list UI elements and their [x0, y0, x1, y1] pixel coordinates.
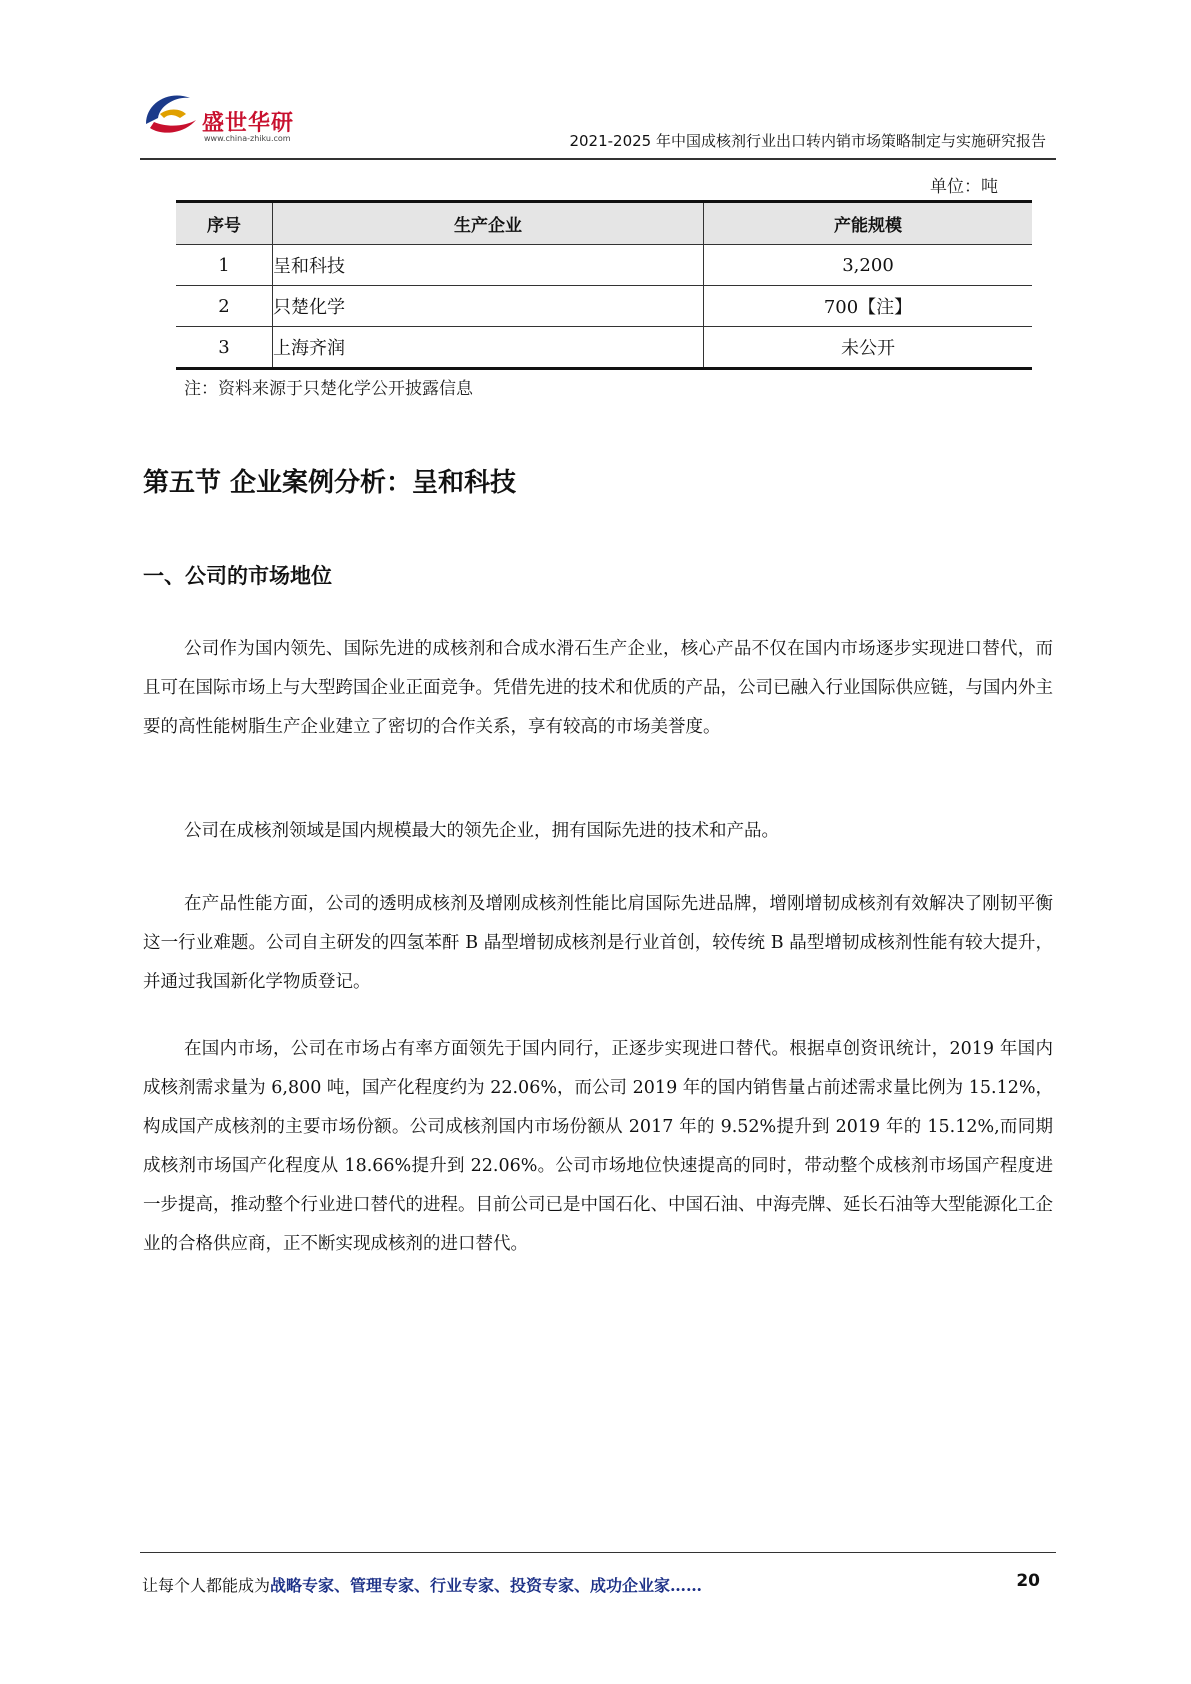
row-capacity: 3,200 — [704, 245, 1033, 286]
slogan-emphasis: 战略专家、管理专家、行业专家、投资专家、成功企业家…… — [270, 1576, 703, 1595]
report-title: 2021-2025 年中国成核剂行业出口转内销市场策略制定与实施研究报告 — [569, 132, 1046, 150]
row-capacity: 700【注】 — [704, 286, 1033, 327]
table-unit: 单位：吨 — [930, 177, 998, 197]
table-header-row — [176, 202, 1032, 245]
body-paragraph-4: 在国内市场，公司在市场占有率方面领先于国内同行，正逐步实现进口替代。根据卓创资讯统计，2019 年国内成核剂需求量为 6,800 吨，国产化程度约为 22.06%，而公司 2019 年的国内销售量占前述需求量比例为 15.12%，构成国产成核剂的主要市场份额。公司成核剂国内市场份额从 2017 年的 9.52%提升到 2019 年的 15.12%,而同期成核剂市场国产化程度从 18.66%提升到 22.06%。公司市场地位快速提高的同时，带动整个成核剂市场国产程度进一步提高，推动整个行业进口替代的进程。目前公司已是中国石化、中国石油、中海壳牌、延长石油等大型能源化工企业的合格供应商，正不断实现成核剂的进口替代。 — [143, 1039, 1053, 1254]
header-index: 序号 — [176, 202, 273, 245]
row-index: 2 — [176, 286, 273, 327]
subsection-title: 一、公司的市场地位 — [143, 564, 332, 588]
row-company: 只楚化学 — [273, 286, 704, 327]
capacity-table — [176, 200, 1032, 370]
logo-name: 盛世华研 — [202, 111, 295, 136]
footer-slogan — [142, 1573, 702, 1596]
row-company: 上海齐润 — [273, 327, 704, 369]
slogan-prefix: 让每个人都能成为 — [142, 1576, 271, 1595]
page-header — [140, 82, 1056, 160]
header-company: 生产企业 — [273, 202, 704, 245]
header-capacity: 产能规模 — [704, 202, 1033, 245]
table-row — [176, 327, 1032, 369]
body-paragraph-1: 公司作为国内领先、国际先进的成核剂和合成水滑石生产企业，核心产品不仅在国内市场逐步实现进口替代，而且可在国际市场上与大型跨国企业正面竞争。凭借先进的技术和优质的产品，公司已融入行业国际供应链，与国内外主要的高性能树脂生产企业建立了密切的合作关系，享有较高的市场美誉度。 — [143, 639, 1053, 737]
page-number: 20 — [1016, 1571, 1040, 1591]
logo-url: www.china-zhiku.com — [204, 134, 291, 143]
logo-emblem-icon — [140, 84, 202, 142]
row-company: 呈和科技 — [273, 245, 704, 286]
row-index: 3 — [176, 327, 273, 369]
section-title: 第五节 企业案例分析：呈和科技 — [143, 468, 517, 498]
company-logo — [140, 82, 310, 142]
body-paragraph-3: 在产品性能方面，公司的透明成核剂及增刚成核剂性能比肩国际先进品牌，增刚增韧成核剂有效解决了刚韧平衡这一行业难题。公司自主研发的四氢苯酐 B 晶型增韧成核剂是行业首创，较传统 B 晶型增韧成核剂性能有较大提升，并通过我国新化学物质登记。 — [143, 894, 1053, 992]
table-row — [176, 286, 1032, 327]
row-index: 1 — [176, 245, 273, 286]
body-paragraph-2: 公司在成核剂领域是国内规模最大的领先企业，拥有国际先进的技术和产品。 — [184, 821, 779, 841]
table-row — [176, 245, 1032, 286]
row-capacity: 未公开 — [704, 327, 1033, 369]
table-note: 注：资料来源于只楚化学公开披露信息 — [184, 379, 473, 399]
page-footer — [140, 1552, 1056, 1595]
